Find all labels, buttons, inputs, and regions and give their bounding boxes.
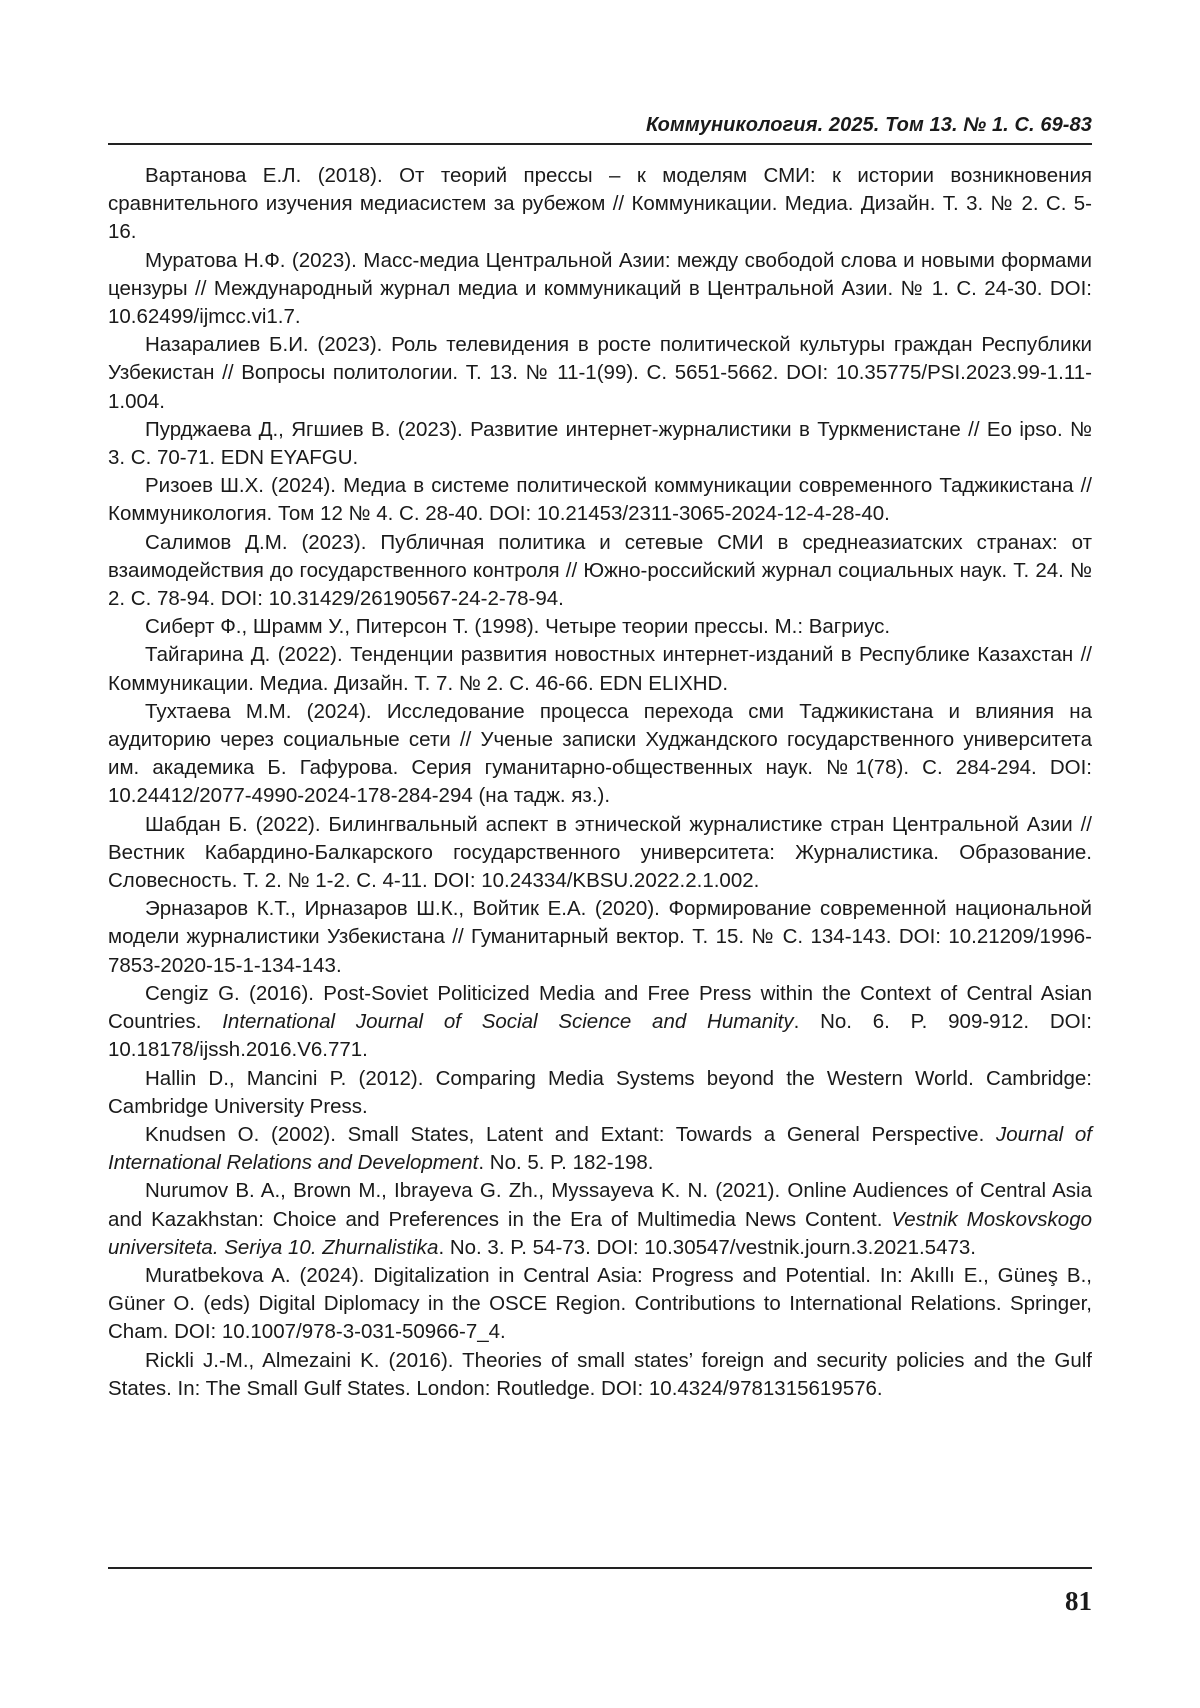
reference-text: . No. 6. P. 909-912. DOI: 10.18178/ijssh.2016.V6.771.: [108, 1010, 1092, 1061]
reference-item: Вартанова Е.Л. (2018). От теорий прессы – к моделям СМИ: к истории возникновения сравнительного изучения медиасистем за рубежом // Коммуникации. Медиа. Дизайн. Т. 3. № 2. С. 5-16.: [108, 162, 1092, 247]
reference-item: Муратова Н.Ф. (2023). Масс-медиа Центральной Азии: между свободой слова и новыми формами цензуры // Международный журнал медиа и коммуникаций в Центральной Азии. № 1. С. 24-30. DOI: 10.62499/ijmcc.vi1.7.: [108, 247, 1092, 332]
footer-divider: [108, 1567, 1092, 1569]
reference-item: Тайгарина Д. (2022). Тенденции развития новостных интернет-изданий в Республике Казахстан // Коммуникации. Медиа. Дизайн. Т. 7. № 2. С. 46-66. EDN ELIXHD.: [108, 641, 1092, 697]
reference-list: [108, 162, 1092, 1403]
reference-text: Cengiz G. (2016). Post-Soviet Politicized Media and Free Press within the Context of Central Asian Countries.: [108, 982, 1092, 1033]
journal-title: Vestnik Moskovskogo universiteta. Seriya 10. Zhurnalistika: [108, 1208, 1092, 1259]
reference-text: . No. 5. P. 182-198.: [478, 1151, 653, 1174]
reference-item: Hallin D., Mancini P. (2012). Comparing Media Systems beyond the Western World. Cambridge: Cambridge University Press.: [108, 1065, 1092, 1121]
reference-text: Knudsen O. (2002). Small States, Latent and Extant: Towards a General Perspective.: [145, 1123, 996, 1146]
reference-item: Ризоев Ш.Х. (2024). Медиа в системе политической коммуникации современного Таджикистана // Коммуникология. Том 12 № 4. С. 28-40. DOI: 10.21453/2311-3065-2024-12-4-28-40.: [108, 472, 1092, 528]
reference-item: [108, 1121, 1092, 1177]
reference-item: Rickli J.-M., Almezaini K. (2016). Theories of small states’ foreign and security policies and the Gulf States. In: The Small Gulf States. London: Routledge. DOI: 10.4324/9781315619576.: [108, 1347, 1092, 1403]
page-number: 81: [108, 1586, 1092, 1617]
running-title: Коммуникология. 2025. Том 13. № 1. С. 69-83: [108, 114, 1092, 137]
reference-item: Сиберт Ф., Шрамм У., Питерсон Т. (1998). Четыре теории прессы. М.: Вагриус.: [108, 613, 1092, 641]
reference-text: Nurumov B. A., Brown M., Ibrayeva G. Zh., Myssayeva K. N. (2021). Online Audiences of Central Asia and Kazakhstan: Choice and Preferences in the Era of Multimedia News Content.: [108, 1179, 1092, 1230]
journal-title: International Journal of Social Science and Humanity: [222, 1010, 793, 1033]
journal-title: Journal of International Relations and Development: [108, 1123, 1092, 1174]
reference-item: Шабдан Б. (2022). Билингвальный аспект в этнической журналистике стран Центральной Азии // Вестник Кабардино-Балкарского государственного университета: Журналистика. Образование. Словесность. Т. 2. № 1-2. С. 4-11. DOI: 10.24334/KBSU.2022.2.1.002.: [108, 811, 1092, 896]
reference-item: [108, 1177, 1092, 1262]
reference-item: [108, 980, 1092, 1065]
reference-item: Тухтаева М.М. (2024). Исследование процесса перехода сми Таджикистана и влияния на аудиторию через социальные сети // Ученые записки Худжандского государственного университета им. академика Б. Гафурова. Серия гуманитарно-общественных наук. №1(78). С. 284-294. DOI: 10.24412/2077-4990-2024-178-284-294 (на тадж. яз.).: [108, 698, 1092, 811]
header-divider: [108, 143, 1092, 145]
reference-item: Назаралиев Б.И. (2023). Роль телевидения в росте политической культуры граждан Республики Узбекистан // Вопросы политологии. Т. 13. № 11-1(99). С. 5651-5662. DOI: 10.35775/PSI.2023.99-1.11-1.004.: [108, 331, 1092, 416]
reference-text: . No. 3. P. 54-73. DOI: 10.30547/vestnik.journ.3.2021.5473.: [438, 1236, 976, 1259]
reference-item: Салимов Д.М. (2023). Публичная политика и сетевые СМИ в среднеазиатских странах: от взаимодействия до государственного контроля // Южно-российский журнал социальных наук. Т. 24. № 2. С. 78-94. DOI: 10.31429/26190567-24-2-78-94.: [108, 529, 1092, 614]
reference-item: Пурджаева Д., Ягшиев В. (2023). Развитие интернет-журналистики в Туркменистане // Eo ipso. № 3. С. 70-71. EDN EYAFGU.: [108, 416, 1092, 472]
reference-item: Эрназаров К.Т., Ирназаров Ш.К., Войтик Е.А. (2020). Формирование современной национальной модели журналистики Узбекистана // Гуманитарный вектор. Т. 15. № С. 134-143. DOI: 10.21209/1996-7853-2020-15-1-134-143.: [108, 895, 1092, 980]
reference-item: Muratbekova A. (2024). Digitalization in Central Asia: Progress and Potential. In: Akıllı E., Güneş B., Güner O. (eds) Digital Diplomacy in the OSCE Region. Contributions to International Relations. Springer, Cham. DOI: 10.1007/978-3-031-50966-7_4.: [108, 1262, 1092, 1347]
